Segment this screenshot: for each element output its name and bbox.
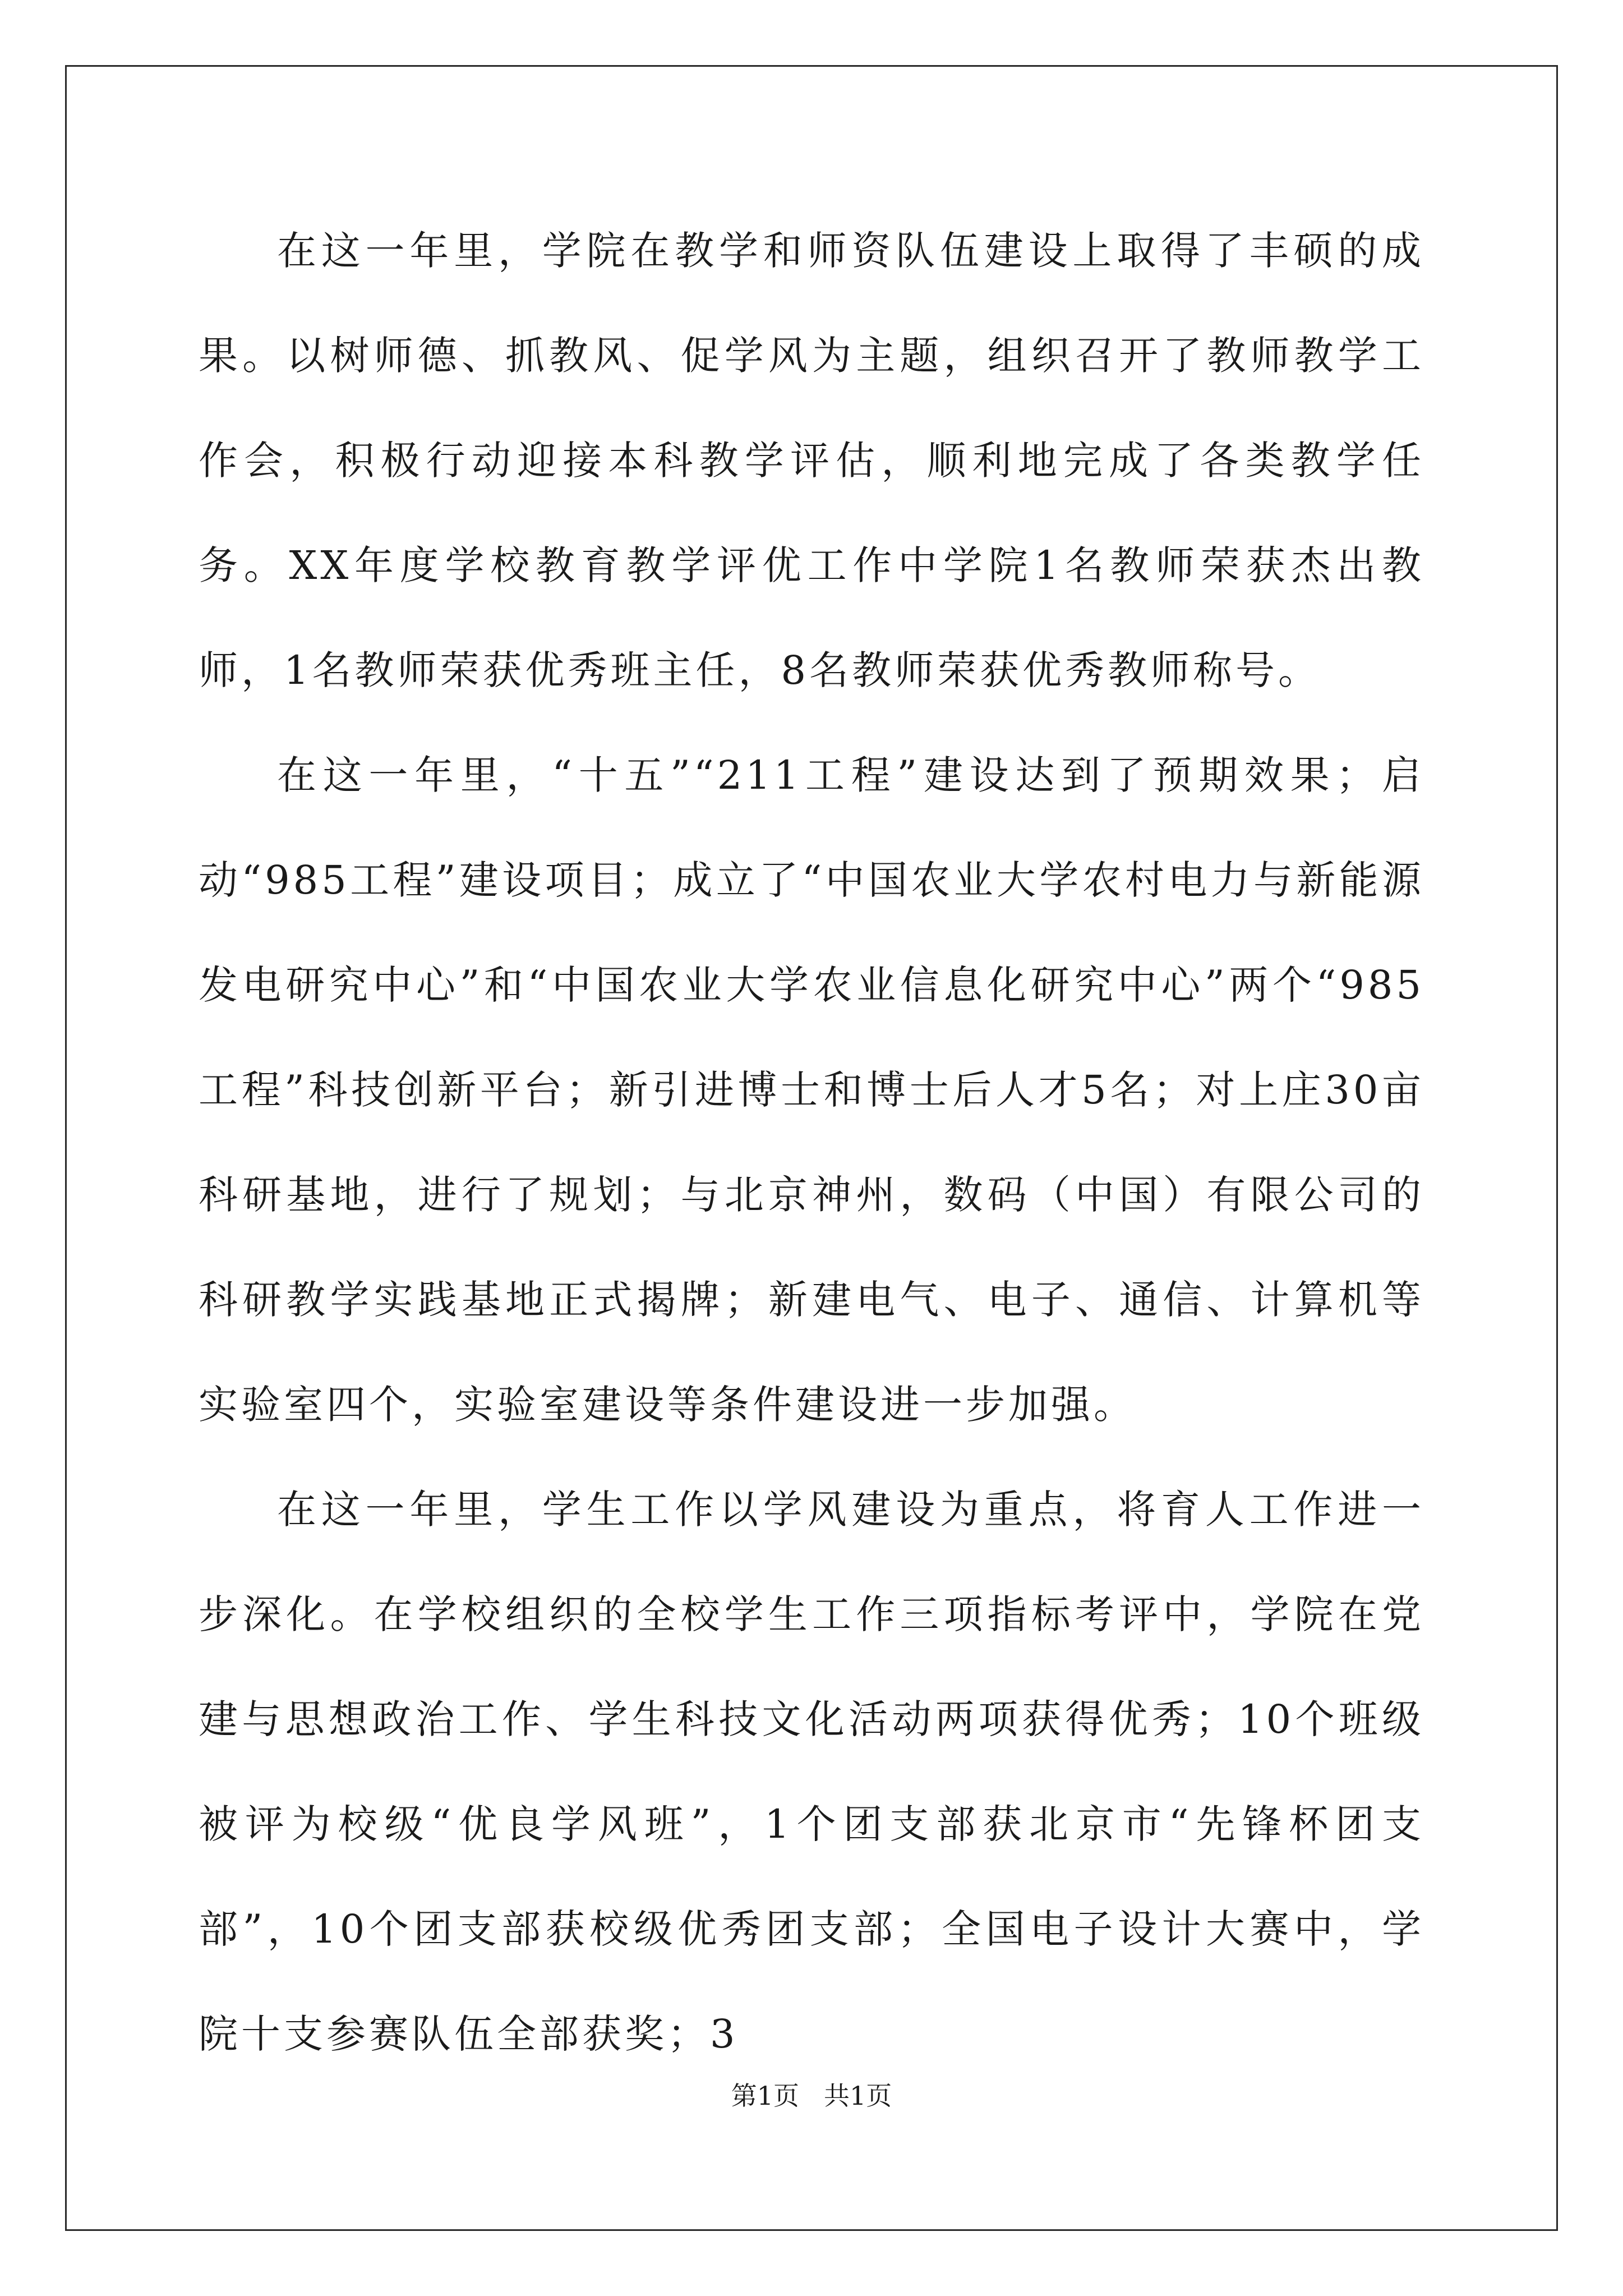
document-body	[199, 199, 1424, 2087]
paragraph-teaching: 在这一年里，学院在教学和师资队伍建设上取得了丰硕的成果。以树师德、抓教风、促学风为主题，组织召开了教师教学工作会，积极行动迎接本科教学评估，顺利地完成了各类教学任务。XX年度学校教育教学评优工作中学院1名教师荣获杰出教师，1名教师荣获优秀班主任，8名教师荣获优秀教师称号。	[199, 228, 1424, 693]
paragraph-students: 在这一年里，学生工作以学风建设为重点，将育人工作进一步深化。在学校组织的全校学生工作三项指标考评中，学院在党建与思想政治工作、学生科技文化活动两项获得优秀；10个班级被评为校级“优良学风班”，1个团支部获北京市“先锋杯团支部”，10个团支部获校级优秀团支部；全国电子设计大赛中，学院十支参赛队伍全部获奖；3	[199, 1487, 1424, 2057]
page-footer	[0, 2079, 1623, 2113]
page-total: 共1页	[823, 2081, 892, 2111]
page-number: 第1页	[731, 2081, 800, 2111]
paragraph-projects: 在这一年里，“十五”“211工程”建设达到了预期效果；启动“985工程”建设项目；成立了“中国农业大学农村电力与新能源发电研究中心”和“中国农业大学农业信息化研究中心”两个“985工程”科技创新平台；新引进博士和博士后人才5名；对上庄30亩科研基地，进行了规划；与北京神州，数码（中国）有限公司的科研教学实践基地正式揭牌；新建电气、电子、通信、计算机等实验室四个，实验室建设等条件建设进一步加强。	[199, 752, 1424, 1428]
